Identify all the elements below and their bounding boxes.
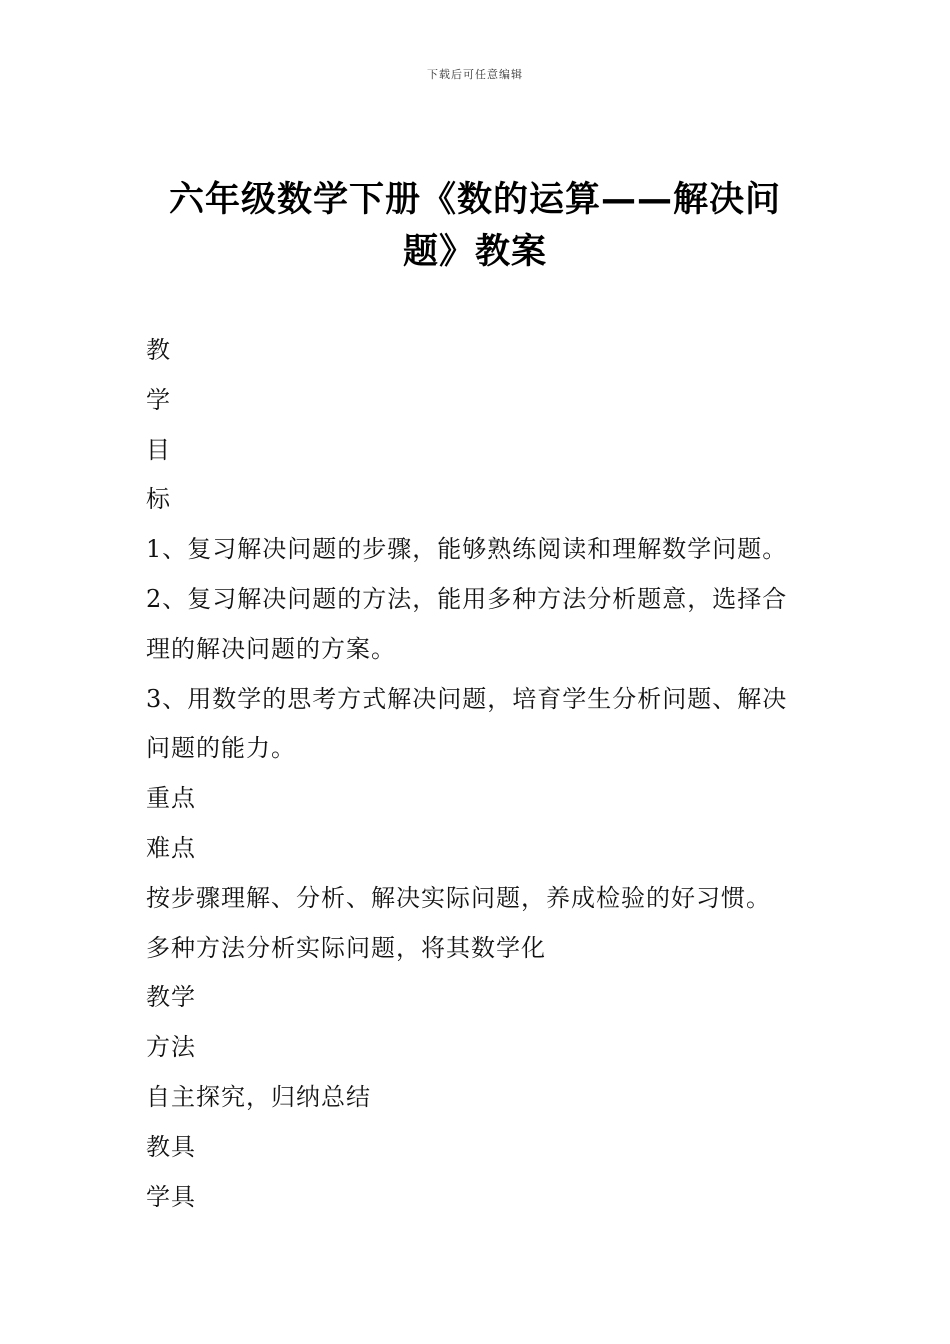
objective-3-cont: 问题的能力。	[146, 734, 296, 763]
label-mu: 目	[146, 435, 171, 464]
label-biao: 标	[146, 485, 171, 514]
label-difficulty: 难点	[146, 833, 196, 862]
header-note: 下载后可任意编辑	[427, 68, 523, 81]
document-title	[120, 174, 830, 278]
method-text: 自主探究，归纳总结	[146, 1082, 371, 1111]
label-xue: 学	[146, 385, 171, 414]
label-teaching: 教学	[146, 983, 196, 1012]
key-point-text: 按步骤理解、分析、解决实际问题，养成检验的好习惯。	[146, 883, 771, 912]
objective-3: 3、用数学的思考方式解决问题，培育学生分析问题、解决	[146, 684, 788, 713]
objective-2-cont: 理的解决问题的方案。	[146, 634, 396, 663]
title-line-1: 六年级数学下册《数的运算——解决问	[168, 180, 781, 220]
objective-2: 2、复习解决问题的方法，能用多种方法分析题意，选择合	[146, 584, 788, 613]
document-body	[146, 326, 826, 1222]
label-teaching-aids: 教具	[146, 1132, 196, 1161]
label-jiao: 教	[146, 336, 171, 364]
label-key-point: 重点	[146, 784, 196, 813]
label-learning-aids: 学具	[146, 1182, 196, 1211]
difficulty-text: 多种方法分析实际问题，将其数学化	[146, 933, 546, 962]
objective-1: 1、复习解决问题的步骤，能够熟练阅读和理解数学问题。	[146, 535, 788, 564]
label-method: 方法	[146, 1033, 196, 1062]
title-line-2: 题》教案	[402, 232, 547, 272]
